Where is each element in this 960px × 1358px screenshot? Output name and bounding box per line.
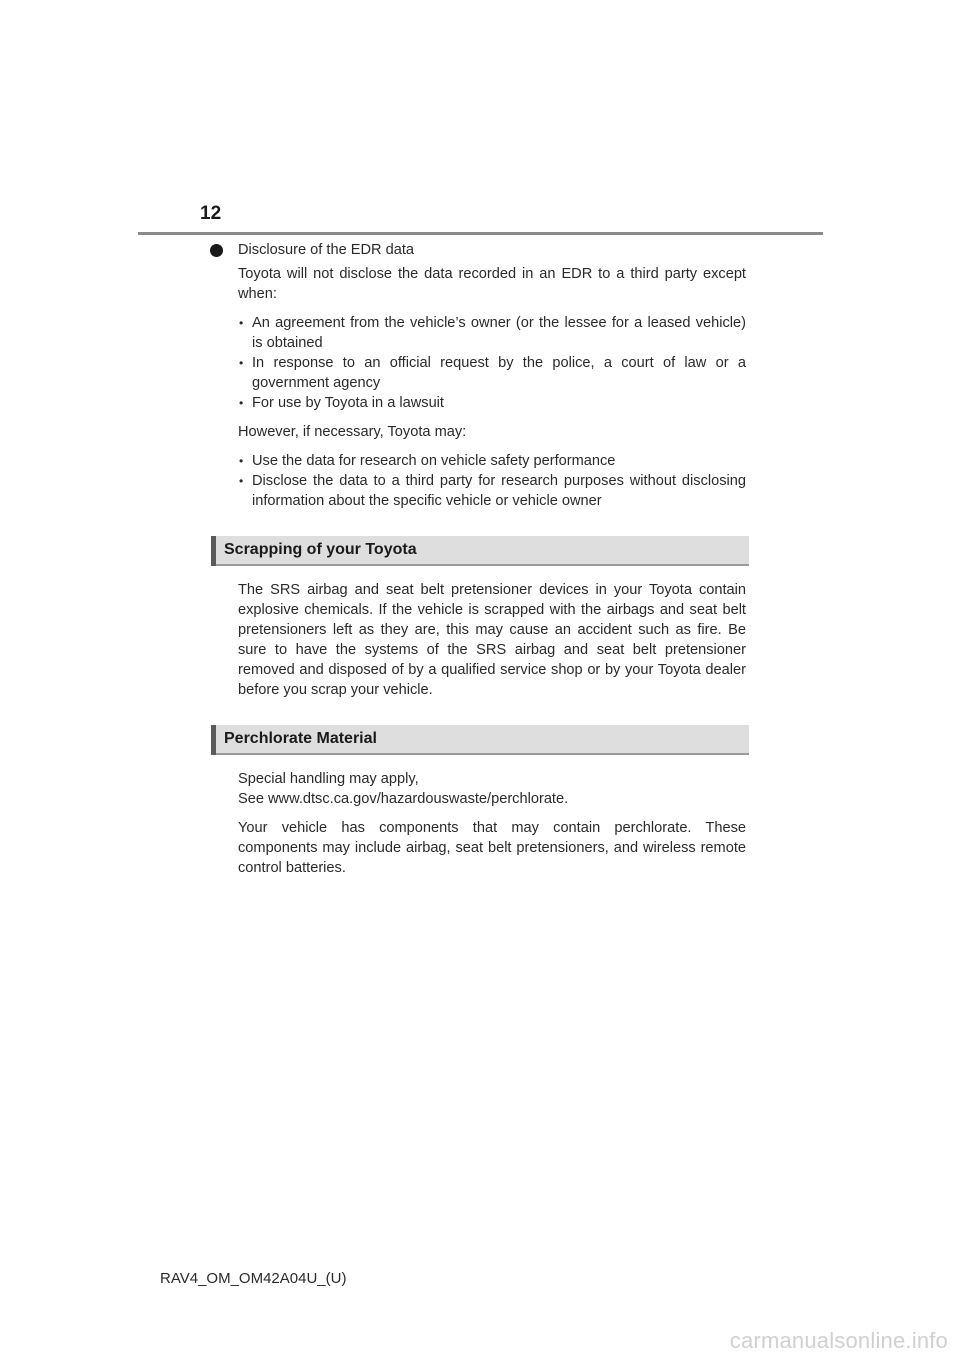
scrapping-section-heading <box>211 536 749 566</box>
perchlorate-section-heading <box>211 725 749 755</box>
perchlorate-handling-line: Special handling may apply, <box>238 771 419 787</box>
page-number: 12 <box>200 203 222 224</box>
heading-accent-bar <box>211 725 216 755</box>
scrapping-title: Scrapping of your Toyota <box>224 541 417 558</box>
perchlorate-url-line: See www.dtsc.ca.gov/hazardouswaste/perchlorate. <box>238 791 569 807</box>
watermark: carmanualsonline.info <box>729 1328 948 1353</box>
edr-disclosure-heading-text: Disclosure of the EDR data <box>238 242 415 258</box>
perchlorate-body: Your vehicle has components that may contain perchlorate. These components may include airbag, seat belt pretensioners, and wireless remote control batteries. <box>238 820 746 876</box>
scrapping-body: The SRS airbag and seat belt pretensioner devices in your Toyota contain explosive chemicals. If the vehicle is scrapped with the airbags and seat belt pretensioners left as they are, this may cause an accident such as fire. Be sure to have the systems of the SRS airbag and seat belt pretensioner removed and disposed of by a qualified service shop or by your Toyota dealer before you scrap your vehicle. <box>238 582 746 698</box>
edr-intro: Toyota will not disclose the data recorded in an EDR to a third party except when: <box>238 266 746 302</box>
list-item: • For use by Toyota in a lawsuit <box>238 393 746 413</box>
bullet-dot-icon <box>210 244 223 257</box>
list-item: • Disclose the data to a third party for research purposes without disclosing information about the specific vehicle or vehicle owner <box>238 471 746 511</box>
list-item: • In response to an official request by the police, a court of law or a government agency <box>238 353 746 393</box>
edr-uses-list <box>238 451 746 511</box>
footer-document-code: RAV4_OM_OM42A04U_(U) <box>160 1270 347 1287</box>
perchlorate-title: Perchlorate Material <box>224 730 377 747</box>
edr-conditions-list <box>238 313 746 413</box>
edr-however: However, if necessary, Toyota may: <box>238 424 467 440</box>
page-content <box>224 240 746 887</box>
heading-accent-bar <box>211 536 216 566</box>
header-rule <box>138 232 823 235</box>
list-item: • An agreement from the vehicle’s owner (or the lessee for a leased vehicle) is obtained <box>238 313 746 353</box>
edr-disclosure-heading <box>238 240 746 260</box>
list-item: • Use the data for research on vehicle safety performance <box>238 451 746 471</box>
